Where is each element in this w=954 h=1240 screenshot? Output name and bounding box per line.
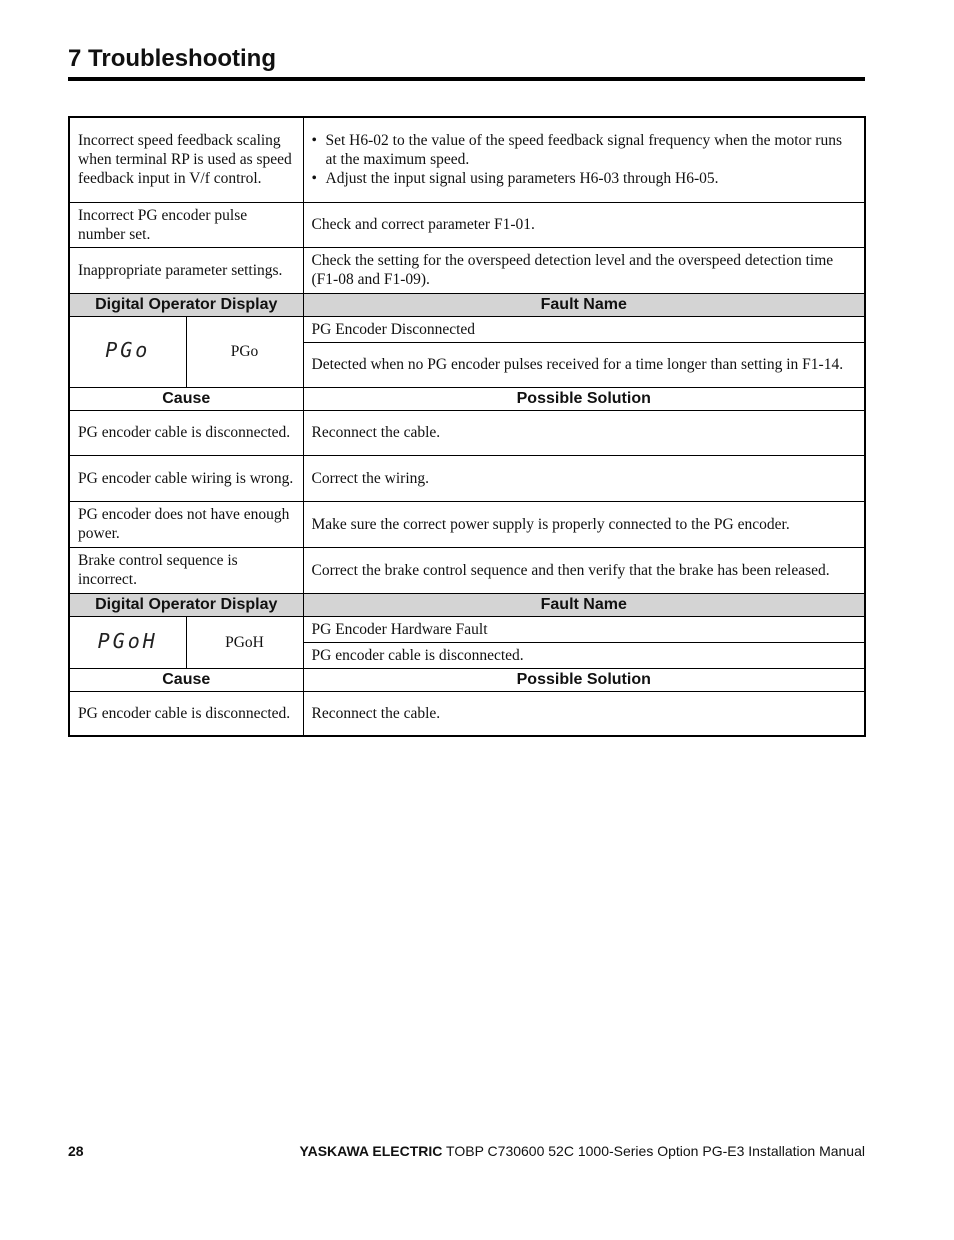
header-rule xyxy=(68,77,865,81)
brand-name: YASKAWA ELECTRIC xyxy=(299,1143,443,1159)
manual-name: TOBP C730600 52C 1000-Series Option PG-E3 Installation Manual xyxy=(442,1143,865,1159)
cause-cell: PG encoder cable is disconnected. xyxy=(69,691,303,736)
cause-cell: Brake control sequence is incorrect. xyxy=(69,547,303,593)
solution-cell: Reconnect the cable. xyxy=(303,691,865,736)
table-header-row xyxy=(69,387,865,410)
fault-description: Detected when no PG encoder pulses received for a time longer than setting in F1-14. xyxy=(303,342,865,387)
operator-display xyxy=(69,316,186,387)
solution-bullet: • Adjust the input signal using parameters H6-03 through H6-05. xyxy=(312,169,857,188)
table-row xyxy=(69,691,865,736)
page-header xyxy=(68,44,865,81)
display-readout: PGoH xyxy=(97,628,158,653)
solution-cell: Correct the wiring. xyxy=(303,455,865,501)
table-header-row xyxy=(69,293,865,316)
cause-cell: PG encoder does not have enough power. xyxy=(69,501,303,547)
solution-cell: Check the setting for the overspeed detection level and the overspeed detection time (F1-08 and F1-09). xyxy=(303,247,865,293)
fault-code: PGoH xyxy=(186,616,303,668)
cause-cell: Inappropriate parameter settings. xyxy=(69,247,303,293)
fault-name: PG Encoder Disconnected xyxy=(303,316,865,342)
fault-description: PG encoder cable is disconnected. xyxy=(303,642,865,668)
header-digital-operator-display: Digital Operator Display xyxy=(69,293,303,316)
table-header-row xyxy=(69,593,865,616)
display-readout: PGo xyxy=(105,338,151,362)
fault-name: PG Encoder Hardware Fault xyxy=(303,616,865,642)
cause-cell: Incorrect PG encoder pulse number set. xyxy=(69,202,303,247)
header-possible-solution: Possible Solution xyxy=(303,387,865,410)
table-row xyxy=(69,316,865,342)
table-row xyxy=(69,616,865,642)
table-row xyxy=(69,202,865,247)
table-row xyxy=(69,247,865,293)
solution-cell: Reconnect the cable. xyxy=(303,410,865,455)
solution-cell: Make sure the correct power supply is properly connected to the PG encoder. xyxy=(303,501,865,547)
table-row xyxy=(69,455,865,501)
page-number: 28 xyxy=(68,1143,84,1159)
header-fault-name: Fault Name xyxy=(303,593,865,616)
header-cause: Cause xyxy=(69,387,303,410)
header-fault-name: Fault Name xyxy=(303,293,865,316)
fault-code: PGo xyxy=(186,316,303,387)
cause-cell: Incorrect speed feedback scaling when terminal RP is used as speed feedback input in V/f control. xyxy=(69,117,303,202)
table-row xyxy=(69,117,865,202)
solution-cell xyxy=(303,117,865,202)
cause-cell: PG encoder cable is disconnected. xyxy=(69,410,303,455)
solution-cell: Correct the brake control sequence and then verify that the brake has been released. xyxy=(303,547,865,593)
table-header-row xyxy=(69,668,865,691)
solution-bullet: • Set H6-02 to the value of the speed feedback signal frequency when the motor runs at the maximum speed. xyxy=(312,131,857,169)
section-title: 7 Troubleshooting xyxy=(68,45,276,72)
header-cause: Cause xyxy=(69,668,303,691)
fault-table xyxy=(68,116,866,737)
table-row xyxy=(69,547,865,593)
table-row xyxy=(69,410,865,455)
cause-cell: PG encoder cable wiring is wrong. xyxy=(69,455,303,501)
header-possible-solution: Possible Solution xyxy=(303,668,865,691)
document-title xyxy=(300,1143,865,1159)
header-digital-operator-display: Digital Operator Display xyxy=(69,593,303,616)
solution-cell: Check and correct parameter F1-01. xyxy=(303,202,865,247)
table-row xyxy=(69,501,865,547)
operator-display xyxy=(69,616,186,668)
